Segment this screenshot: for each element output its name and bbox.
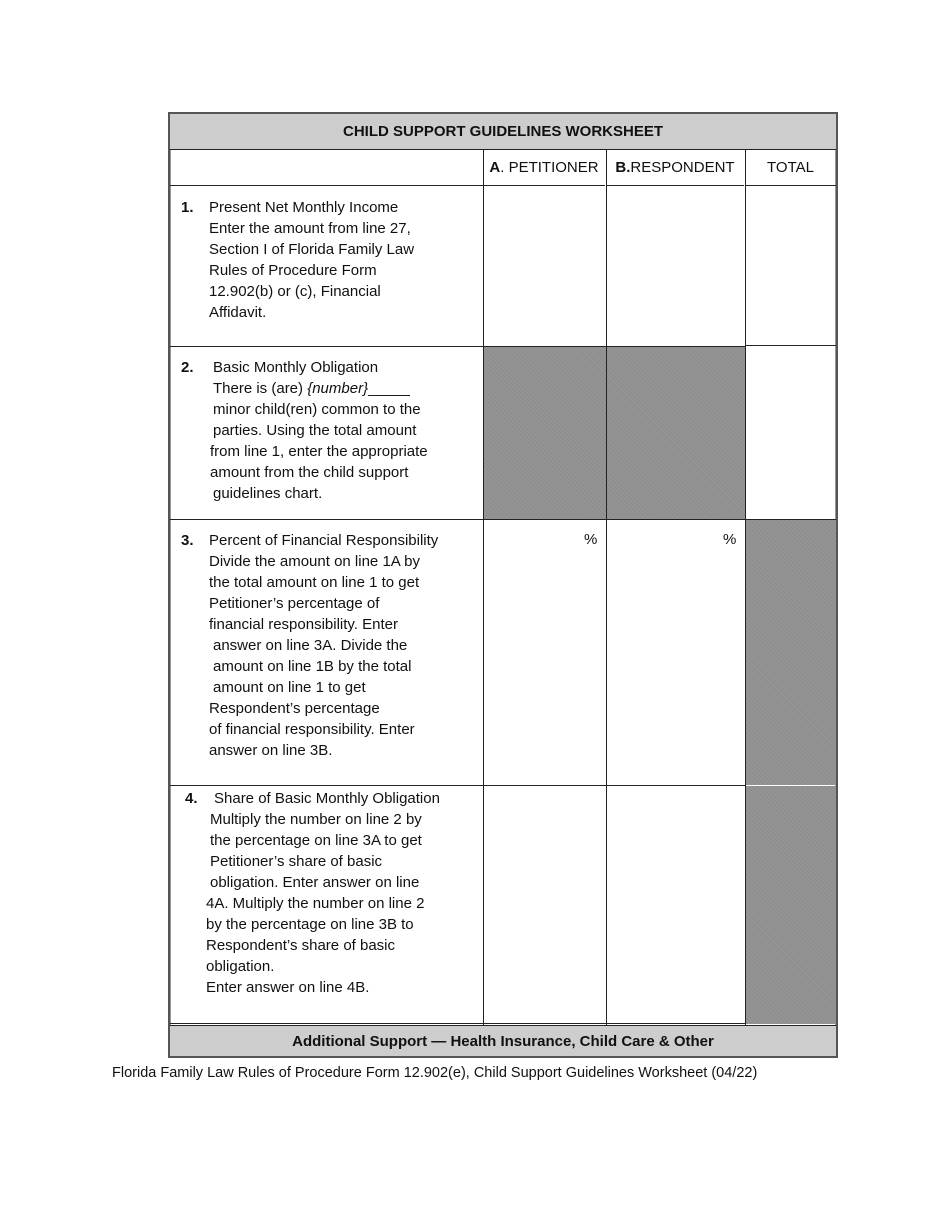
row-3-text: answer on line 3B. [209, 742, 333, 759]
row-4-text: Multiply the number on line 2 by [210, 811, 422, 828]
worksheet-table [168, 112, 838, 1058]
row-1-text: Affidavit. [209, 304, 267, 321]
column-header-total [745, 150, 836, 186]
row-3 [170, 520, 483, 785]
row-3-respondent-percent: % [723, 531, 737, 548]
row-2-number: 2. [181, 359, 194, 376]
grid-line [606, 150, 607, 1025]
row-1-number: 1. [181, 199, 194, 216]
grid-line [170, 1023, 745, 1024]
grid-line [745, 345, 836, 346]
row-1-text: Section I of Florida Family Law [209, 241, 415, 258]
row-4-text: 4A. Multiply the number on line 2 [206, 895, 425, 912]
row-4 [170, 786, 483, 1023]
row-4-text: Enter answer on line 4B. [206, 979, 370, 996]
row2-respondent-shaded [606, 347, 745, 519]
form-footer: Florida Family Law Rules of Procedure Form 12.902(e), Child Support Guidelines Worksheet (04/22) [112, 1065, 758, 1081]
row2-petitioner-shaded [483, 347, 606, 519]
row-1-text: Rules of Procedure Form [209, 262, 377, 279]
row-1-heading: Present Net Monthly Income [209, 199, 399, 216]
row-2-text: parties. Using the total amount [213, 422, 417, 439]
row-3-heading: Percent of Financial Responsibility [209, 532, 439, 549]
grid-line [483, 150, 484, 1025]
column-letter-b: B. [615, 159, 631, 176]
row-1 [170, 187, 483, 346]
row-3-text: amount on line 1 to get [213, 679, 366, 696]
row-4-text: obligation. [206, 958, 275, 975]
row-4-text: obligation. Enter answer on line [210, 874, 420, 891]
row-4-heading: Share of Basic Monthly Obligation [214, 790, 440, 807]
row-2-text: There is (are) [213, 380, 308, 397]
row-3-text: Respondent’s percentage [209, 700, 380, 717]
row-3-petitioner-percent: % [584, 531, 598, 548]
column-header-blank [170, 150, 483, 186]
additional-support-section-header: Additional Support — Health Insurance, Child Care & Other [170, 1025, 836, 1056]
row-2-text: amount from the child support [210, 464, 409, 481]
row-3-text: financial responsibility. Enter [209, 616, 398, 633]
column-label-petitioner: . PETITIONER [500, 159, 599, 176]
row-3-text: the total amount on line 1 to get [209, 574, 420, 591]
row-3-text: Petitioner’s percentage of [209, 595, 380, 612]
row-4-text: by the percentage on line 3B to [206, 916, 414, 933]
row-2-heading: Basic Monthly Obligation [213, 359, 379, 376]
row-2-text: minor child(ren) common to the [213, 401, 421, 418]
number-placeholder: {number} [307, 380, 369, 397]
column-header-respondent [606, 150, 744, 186]
row-1-text: Enter the amount from line 27, [209, 220, 411, 237]
row-3-text: answer on line 3A. Divide the [213, 637, 408, 654]
row-4-text: the percentage on line 3A to get [210, 832, 422, 849]
row-2-text: guidelines chart. [213, 485, 323, 502]
row-3-text: Divide the amount on line 1A by [209, 553, 420, 570]
column-letter-a: A [489, 159, 501, 176]
grid-line [745, 150, 746, 1025]
row3-total-shaded [745, 520, 836, 785]
row-3-text: amount on line 1B by the total [213, 658, 412, 675]
row-4-text: Petitioner’s share of basic [210, 853, 383, 870]
row-4-number: 4. [185, 790, 198, 807]
row-4-text: Respondent’s share of basic [206, 937, 396, 954]
row-2-children-line [213, 378, 410, 399]
row-1-text: 12.902(b) or (c), Financial [209, 283, 381, 300]
row4-total-shaded [745, 786, 836, 1024]
row-3-text: of financial responsibility. Enter [209, 721, 415, 738]
row-2-text: from line 1, enter the appropriate [210, 443, 428, 460]
row-2 [170, 347, 483, 519]
row-3-number: 3. [181, 532, 194, 549]
number-blank: _____ [368, 380, 410, 397]
column-label-respondent: RESPONDENT [630, 159, 735, 176]
worksheet-title: CHILD SUPPORT GUIDELINES WORKSHEET [170, 114, 836, 150]
column-label-total: TOTAL [767, 159, 814, 176]
column-header-petitioner [483, 150, 605, 186]
